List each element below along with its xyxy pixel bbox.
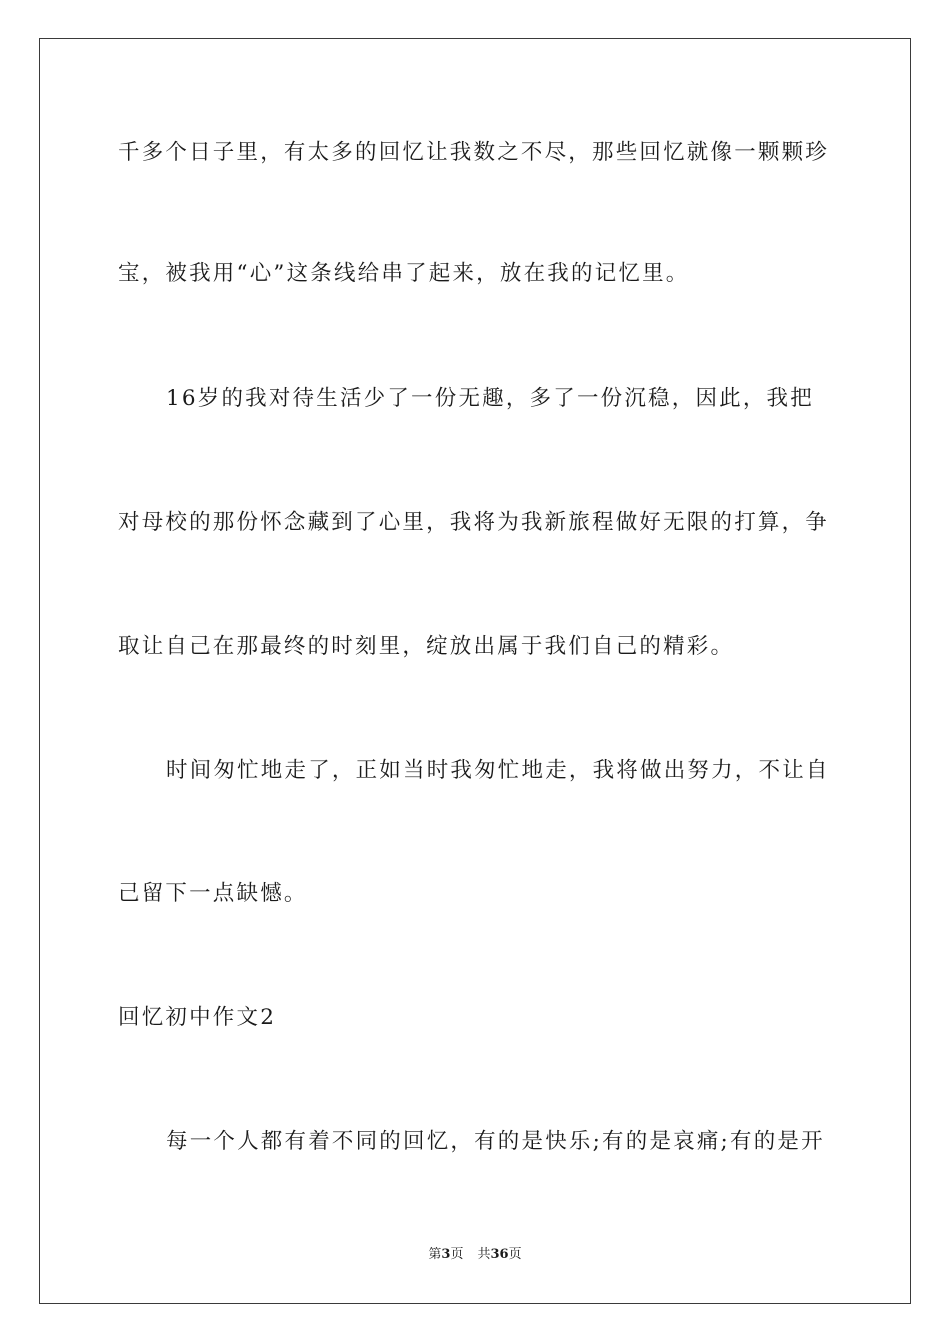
body-line-4: 对母校的那份怀念藏到了心里，我将为我新旅程做好无限的打算，争	[118, 510, 830, 535]
body-line-1: 千多个日子里，有太多的回忆让我数之不尽，那些回忆就像一颗颗珍	[118, 140, 830, 165]
page-suffix: 页	[450, 1247, 464, 1262]
body-line-5: 取让自己在那最终的时刻里，绽放出属于我们自己的精彩。	[118, 634, 735, 659]
total-prefix: 共	[477, 1247, 491, 1262]
page-footer	[0, 1246, 950, 1264]
paragraph-line-1: 16岁的我对待生活少了一份无趣，多了一份沉稳，因此，我把	[166, 386, 814, 411]
page-prefix: 第	[428, 1247, 442, 1262]
section-heading: 回忆初中作文2	[118, 1005, 277, 1030]
total-pages: 36	[490, 1247, 509, 1262]
total-suffix: 页	[508, 1247, 522, 1262]
page-number: 3	[441, 1247, 451, 1262]
page-border	[39, 38, 911, 1304]
body-line-7: 己留下一点缺憾。	[118, 881, 308, 906]
paragraph-line-2: 时间匆忙地走了，正如当时我匆忙地走，我将做出努力，不让自	[166, 758, 830, 783]
paragraph-line-3: 每一个人都有着不同的回忆，有的是快乐;有的是哀痛;有的是开	[166, 1129, 825, 1154]
body-line-2: 宝，被我用“心”这条线给串了起来，放在我的记忆里。	[118, 261, 690, 286]
